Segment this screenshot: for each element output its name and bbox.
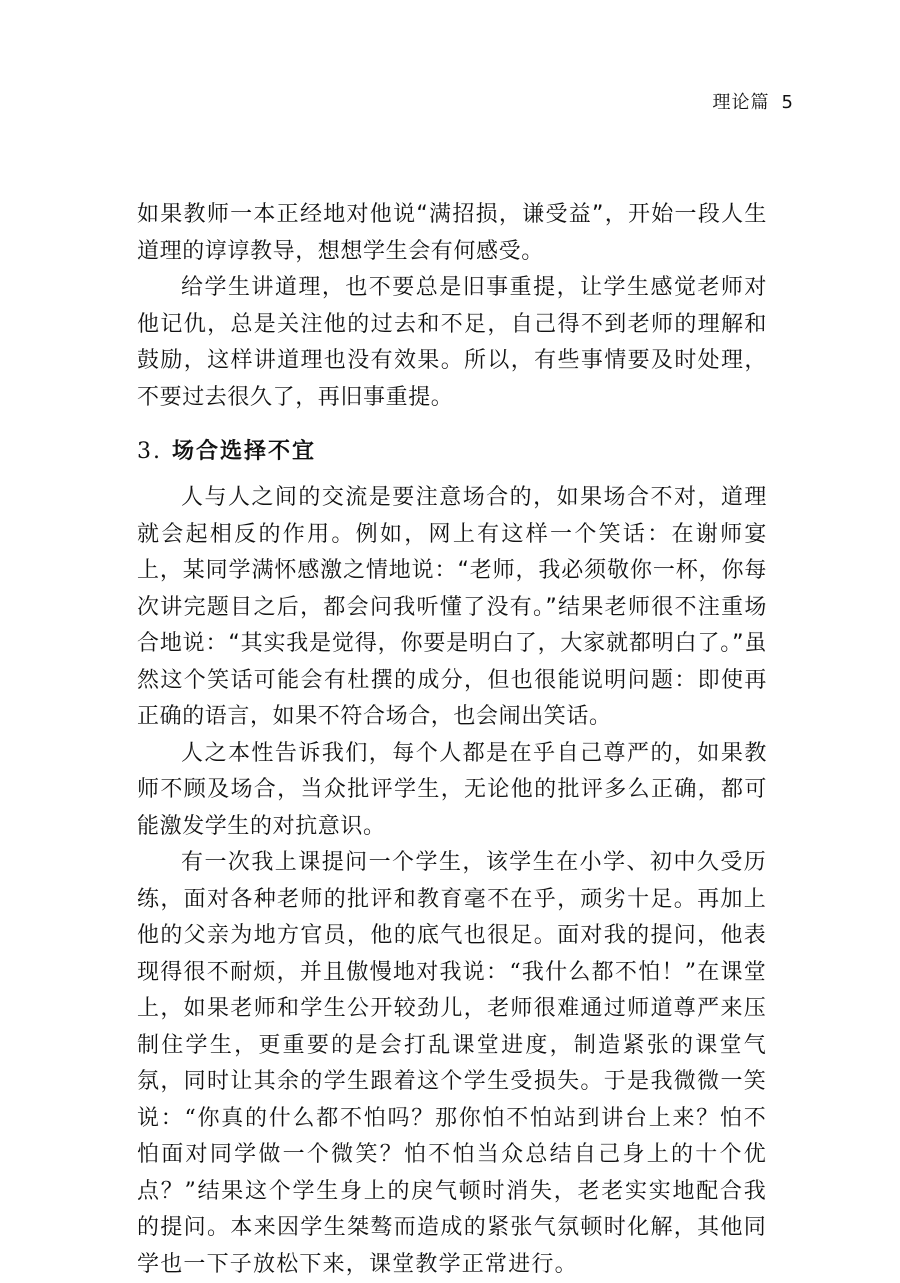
page-number: 5 [781, 92, 794, 113]
section-heading [137, 434, 767, 470]
paragraph-4: 人之本性告诉我们，每个人都是在乎自己尊严的，如果教师不顾及场合，当众批评学生，无论他的批评多么正确，都可能激发学生的对抗意识。 [137, 740, 767, 839]
paragraph-1: 如果教师一本正经地对他说“满招损，谦受益”，开始一段人生道理的谆谆教导，想想学生会有何感受。 [137, 202, 767, 264]
section-heading-title: 场合选择不宜 [172, 439, 317, 464]
section-heading-number: 3. [137, 439, 162, 464]
header-section-title: 理论篇 [712, 92, 770, 113]
body-text [137, 197, 767, 1283]
paragraph-2: 给学生讲道理，也不要总是旧事重提，让学生感觉老师对他记仇，总是关注他的过去和不足，自己得不到老师的理解和鼓励，这样讲道理也没有效果。所以，有些事情要及时处理，不要过去很久了，再旧事重提。 [137, 275, 767, 410]
running-header [713, 88, 794, 114]
paragraph-3: 人与人之间的交流是要注意场合的，如果场合不对，道理就会起相反的作用。例如，网上有这样一个笑话：在谢师宴上，某同学满怀感激之情地说：“老师，我必须敬你一杯，你每次讲完题目之后，都会问我听懂了没有。”结果老师很不注重场合地说：“其实我是觉得，你要是明白了，大家就都明白了。”虽然这个笑话可能会有杜撰的成分，但也很能说明问题：即使再正确的语言，如果不符合场合，也会闹出笑话。 [137, 485, 767, 729]
paragraph-5-anecdote: 有一次我上课提问一个学生，该学生在小学、初中久受历练，面对各种老师的批评和教育毫不在乎，顽劣十足。再加上他的父亲为地方官员，他的底气也很足。面对我的提问，他表现得很不耐烦，并且傲慢地对我说：“我什么都不怕！”在课堂上，如果老师和学生公开较劲儿，老师很难通过师道尊严来压制住学生，更重要的是会打乱课堂进度，制造紧张的课堂气氛，同时让其余的学生跟着这个学生受损失。于是我微微一笑说：“你真的什么都不怕吗？那你怕不怕站到讲台上来？怕不怕面对同学做一个微笑？怕不怕当众总结自己身上的十个优点？”结果这个学生身上的戾气顿时消失，老老实实地配合我的提问。本来因学生桀骜而造成的紧张气氛顿时化解，其他同学也一下子放松下来，课堂教学正常进行。 [137, 850, 767, 1277]
